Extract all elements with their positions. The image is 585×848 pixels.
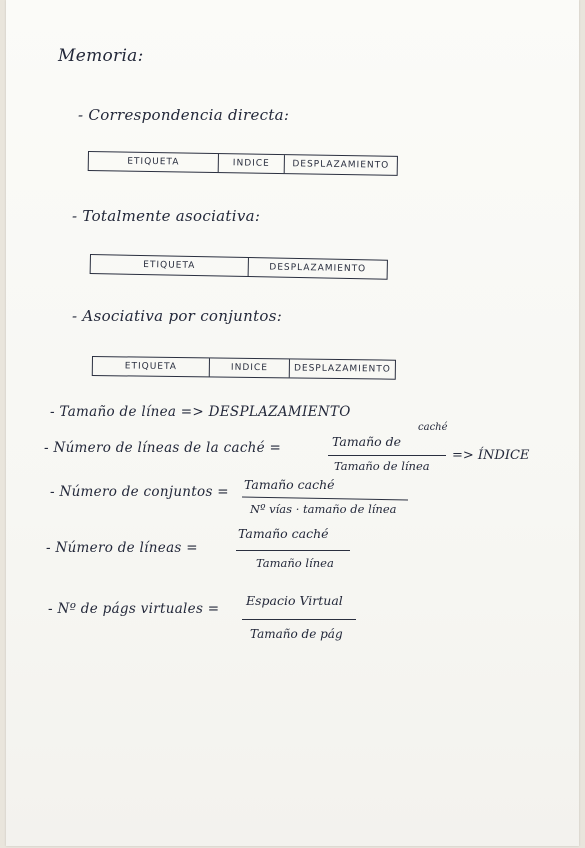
formula-lineas-cache-denominator: Tamaño de línea — [334, 459, 430, 473]
field-etiqueta: ETIQUETA — [91, 255, 249, 276]
heading-asociativa-por-conjuntos: - Asociativa por conjuntos: — [72, 307, 283, 325]
address-fields-associative — [90, 254, 388, 280]
formula-conjuntos-numerator: Tamaño caché — [244, 477, 335, 492]
field-desplazamiento: DESPLAZAMIENTO — [293, 363, 391, 375]
formula-paginas-virtuales-denominator: Tamaño de pág — [250, 627, 343, 641]
formula-numero-lineas-denominator: Tamaño línea — [256, 556, 334, 570]
formula-numero-lineas-label: - Número de líneas = — [46, 540, 198, 556]
formula-paginas-virtuales-numerator: Espacio Virtual — [246, 593, 343, 608]
address-fields-set-associative — [92, 356, 396, 380]
page-title: Memoria: — [58, 46, 144, 66]
heading-totalmente-asociativa: - Totalmente asociativa: — [72, 207, 261, 225]
field-indice: INDICE — [219, 154, 285, 173]
field-desplazamiento: DESPLAZAMIENTO — [269, 262, 367, 275]
formula-lineas-cache-label: - Número de líneas de la caché = — [44, 440, 282, 456]
formula-lineas-cache-result: => ÍNDICE — [452, 448, 530, 463]
fraction-bar — [236, 550, 350, 551]
formula-lineas-cache-numerator: Tamaño de — [332, 434, 402, 449]
formula-tamano-linea: - Tamaño de línea => DESPLAZAMIENTO — [50, 404, 351, 420]
field-desplazamiento: DESPLAZAMIENTO — [292, 159, 390, 171]
field-etiqueta: ETIQUETA — [89, 152, 219, 172]
handwritten-page — [6, 0, 579, 846]
field-etiqueta: ETIQUETA — [93, 357, 210, 376]
formula-paginas-virtuales-label: - Nº de págs virtuales = — [48, 601, 220, 617]
formula-conjuntos-label: - Número de conjuntos = — [50, 484, 229, 500]
address-fields-direct — [88, 151, 398, 176]
heading-correspondencia-directa: - Correspondencia directa: — [78, 106, 290, 124]
formula-conjuntos-denominator: Nº vías · tamaño de línea — [250, 502, 397, 516]
formula-lineas-cache-note: caché — [418, 422, 448, 433]
field-indice: INDICE — [210, 358, 290, 377]
formula-numero-lineas-numerator: Tamaño caché — [238, 526, 329, 541]
fraction-bar — [242, 497, 408, 501]
fraction-bar — [328, 455, 446, 456]
fraction-bar — [242, 619, 356, 620]
